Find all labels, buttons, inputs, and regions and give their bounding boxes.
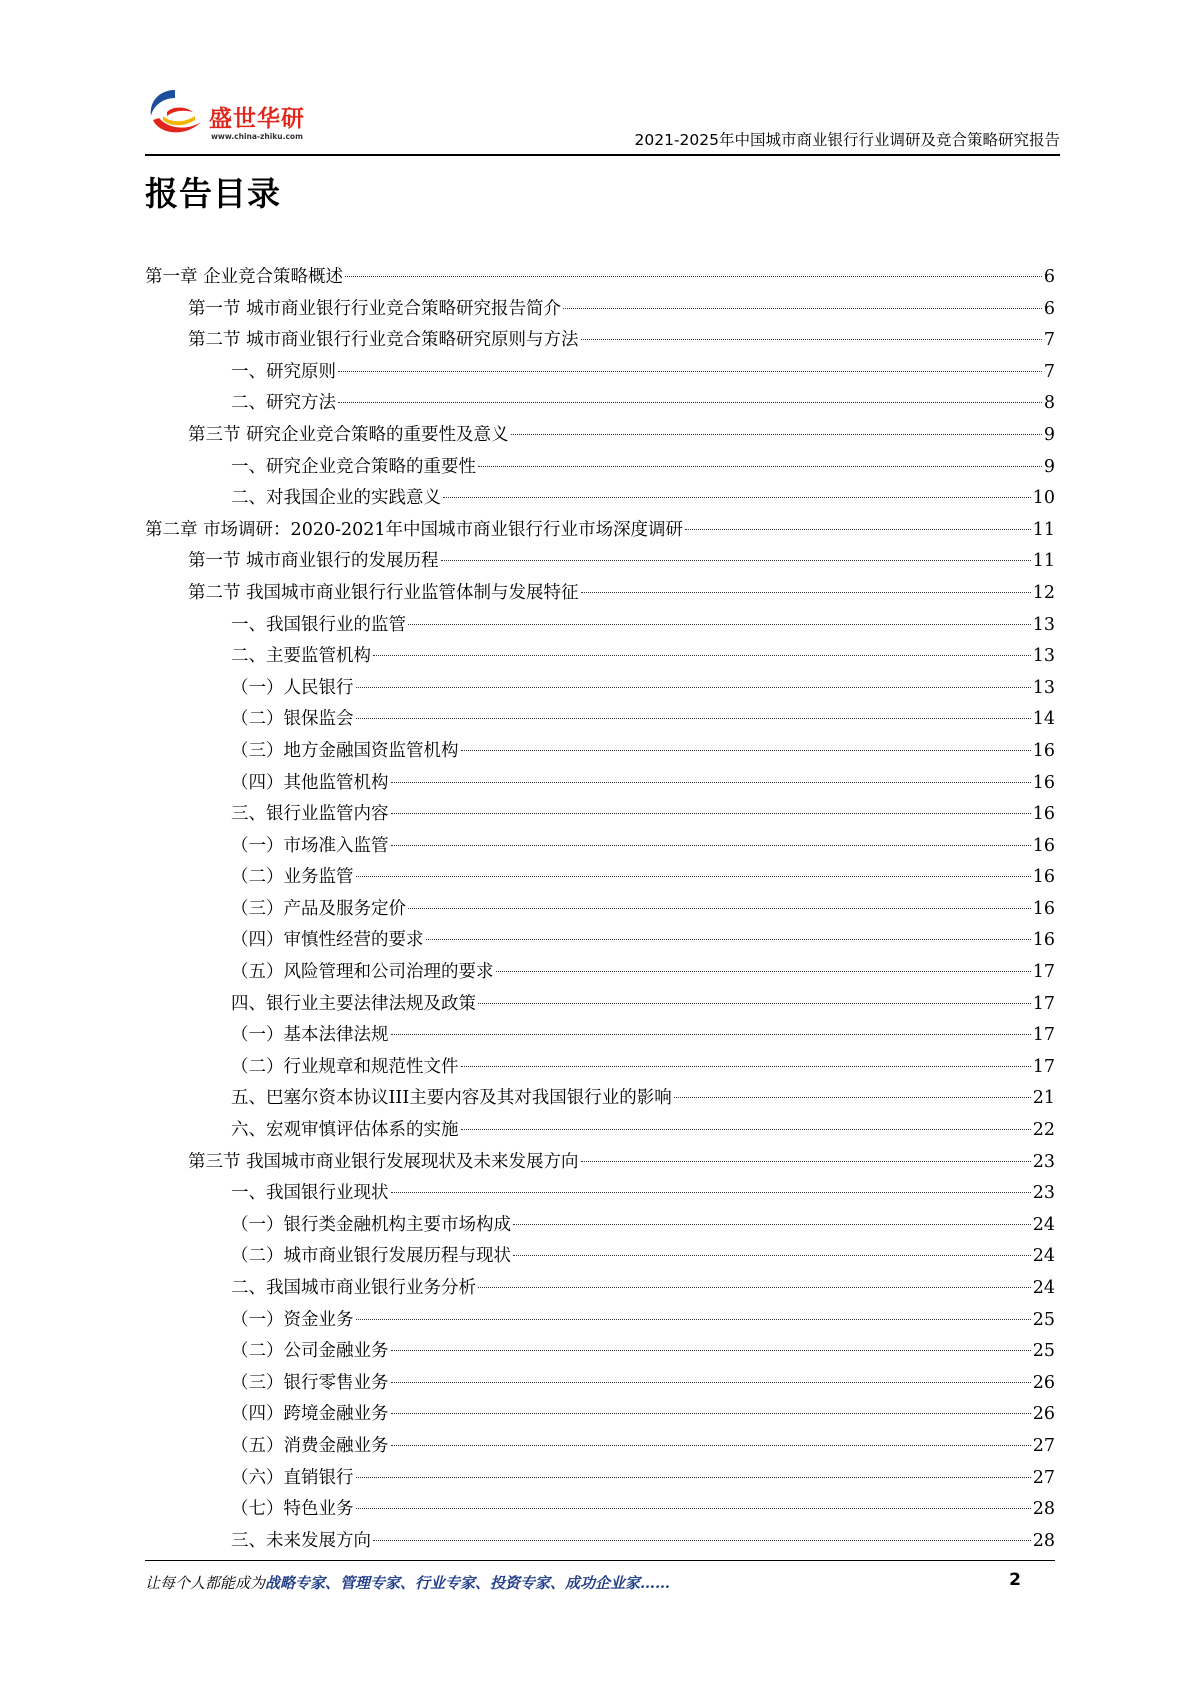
toc-entry-label: 二、研究方法 <box>231 393 336 414</box>
toc-entry-page: 10 <box>1032 488 1055 509</box>
toc-entry[interactable] <box>145 1494 1055 1526</box>
toc-entry-page: 27 <box>1032 1435 1055 1456</box>
toc-leader-dots <box>674 1097 1031 1098</box>
logo-name: 盛世华研 <box>209 106 305 132</box>
toc-entry-page: 13 <box>1032 646 1055 667</box>
toc-leader-dots <box>391 813 1031 814</box>
toc-entry[interactable] <box>145 420 1055 452</box>
toc-leader-dots <box>513 1255 1031 1256</box>
toc-entry-label: （二）行业规章和规范性文件 <box>231 1056 459 1077</box>
toc-leader-dots <box>408 908 1031 909</box>
toc-entry[interactable] <box>145 1336 1055 1368</box>
toc-leader-dots <box>563 308 1042 309</box>
toc-entry-label: 五、巴塞尔资本协议III主要内容及其对我国银行业的影响 <box>231 1088 672 1109</box>
toc-entry[interactable] <box>145 1083 1055 1115</box>
toc-leader-dots <box>338 402 1042 403</box>
toc-entry-page: 17 <box>1032 1056 1055 1077</box>
toc-entry-page: 28 <box>1032 1499 1055 1520</box>
toc-entry[interactable] <box>145 388 1055 420</box>
toc-entry-page: 16 <box>1032 804 1055 825</box>
toc-entry-page: 26 <box>1032 1372 1055 1393</box>
toc-entry-label: 三、银行业监管内容 <box>231 804 389 825</box>
toc-entry-label: 第一节 城市商业银行行业竞合策略研究报告简介 <box>188 298 562 319</box>
toc-entry-page: 7 <box>1043 330 1055 351</box>
toc-entry[interactable] <box>145 1178 1055 1210</box>
toc-entry-label: （三）银行零售业务 <box>231 1372 389 1393</box>
toc-entry-label: 第二节 城市商业银行行业竞合策略研究原则与方法 <box>188 330 579 351</box>
toc-leader-dots <box>373 655 1031 656</box>
toc-entry-page: 24 <box>1032 1246 1055 1267</box>
toc-entry[interactable] <box>145 704 1055 736</box>
toc-leader-dots <box>685 529 1031 530</box>
toc-leader-dots <box>356 1477 1031 1478</box>
toc-entry[interactable] <box>145 1431 1055 1463</box>
toc-leader-dots <box>581 592 1031 593</box>
toc-entry-label: （五）风险管理和公司治理的要求 <box>231 962 494 983</box>
toc-entry[interactable] <box>145 1052 1055 1084</box>
toc-entry-page: 8 <box>1043 393 1055 414</box>
toc-entry[interactable] <box>145 294 1055 326</box>
toc-entry[interactable] <box>145 1399 1055 1431</box>
toc-entry-page: 28 <box>1032 1530 1055 1551</box>
toc-entry-page: 6 <box>1043 298 1055 319</box>
toc-entry-page: 24 <box>1032 1214 1055 1235</box>
toc-entry-label: 第二章 市场调研：2020-2021年中国城市商业银行行业市场深度调研 <box>145 519 684 540</box>
toc-entry[interactable] <box>145 1241 1055 1273</box>
toc-leader-dots <box>391 1350 1031 1351</box>
toc-entry[interactable] <box>145 357 1055 389</box>
toc-leader-dots <box>391 845 1031 846</box>
toc-entry-page: 17 <box>1032 962 1055 983</box>
toc-entry[interactable] <box>145 1020 1055 1052</box>
footer-divider <box>145 1560 1055 1561</box>
toc-entry-page: 27 <box>1032 1467 1055 1488</box>
toc-leader-dots <box>441 560 1031 561</box>
toc-entry-label: 第二节 我国城市商业银行行业监管体制与发展特征 <box>188 582 579 603</box>
toc-entry[interactable] <box>145 736 1055 768</box>
toc-entry-label: 二、主要监管机构 <box>231 646 371 667</box>
toc-leader-dots <box>443 497 1031 498</box>
toc-entry-label: （三）地方金融国资监管机构 <box>231 740 459 761</box>
toc-leader-dots <box>356 687 1031 688</box>
toc-entry-label: 一、研究企业竞合策略的重要性 <box>231 456 476 477</box>
toc-entry-page: 25 <box>1032 1341 1055 1362</box>
toc-entry-label: 三、未来发展方向 <box>231 1530 371 1551</box>
toc-entry[interactable] <box>145 768 1055 800</box>
toc-entry[interactable] <box>145 483 1055 515</box>
page-title: 报告目录 <box>145 174 281 213</box>
toc-entry-page: 6 <box>1043 267 1055 287</box>
toc-entry-page: 16 <box>1032 835 1055 856</box>
toc-entry[interactable] <box>145 1115 1055 1147</box>
toc-entry-page: 23 <box>1032 1183 1055 1204</box>
toc-entry-label: 第三节 研究企业竞合策略的重要性及意义 <box>188 424 509 445</box>
toc-leader-dots <box>356 718 1031 719</box>
toc-entry[interactable] <box>145 1463 1055 1495</box>
toc-entry-label: 第一节 城市商业银行的发展历程 <box>188 551 439 572</box>
toc-entry-page: 13 <box>1032 614 1055 635</box>
logo-emblem-icon <box>145 86 209 142</box>
toc-entry-page: 16 <box>1032 898 1055 919</box>
toc-entry[interactable] <box>145 957 1055 989</box>
toc-entry-label: 第一章 企业竞合策略概述 <box>145 267 344 287</box>
toc-entry-page: 22 <box>1032 1120 1055 1141</box>
toc-entry-label: （二）城市商业银行发展历程与现状 <box>231 1246 511 1267</box>
toc-leader-dots <box>345 276 1042 277</box>
toc-entry-label: （七）特色业务 <box>231 1499 354 1520</box>
toc-entry-page: 16 <box>1032 740 1055 761</box>
toc-entry[interactable] <box>145 325 1055 357</box>
footer-slogan-prefix: 让每个人都能成为 <box>145 1574 266 1592</box>
toc-entry-label: 四、银行业主要法律法规及政策 <box>231 993 476 1014</box>
toc-entry-label: （四）跨境金融业务 <box>231 1404 389 1425</box>
footer-slogan <box>145 1572 670 1593</box>
toc-leader-dots <box>408 624 1031 625</box>
toc-entry[interactable] <box>145 1273 1055 1305</box>
toc-leader-dots <box>391 1034 1031 1035</box>
document-title: 2021-2025年中国城市商业银行行业调研及竞合策略研究报告 <box>634 131 1060 149</box>
toc-entry[interactable] <box>145 641 1055 673</box>
toc-entry-page: 13 <box>1032 677 1055 698</box>
toc-entry[interactable] <box>145 831 1055 863</box>
toc-entry-page: 7 <box>1043 361 1055 382</box>
toc-leader-dots <box>426 939 1031 940</box>
toc-entry-page: 14 <box>1032 709 1055 730</box>
toc-entry-label: 第三节 我国城市商业银行发展现状及未来发展方向 <box>188 1151 579 1172</box>
toc-entry[interactable] <box>145 1305 1055 1337</box>
toc-entry-label: 二、我国城市商业银行业务分析 <box>231 1278 476 1298</box>
toc-entry[interactable] <box>145 894 1055 926</box>
toc-entry[interactable] <box>145 578 1055 610</box>
toc-leader-dots <box>511 434 1042 435</box>
toc-entry-label: 一、我国银行业的监管 <box>231 614 406 635</box>
toc-entry[interactable] <box>145 925 1055 957</box>
page-number: 2 <box>1009 1570 1021 1590</box>
toc-entry-label: 六、宏观审慎评估体系的实施 <box>231 1120 459 1141</box>
toc-entry-page: 21 <box>1032 1088 1055 1109</box>
toc-leader-dots <box>391 1382 1031 1383</box>
toc-entry-page: 9 <box>1043 456 1055 477</box>
toc-entry-label: （二）公司金融业务 <box>231 1341 389 1362</box>
header-divider <box>145 154 1060 156</box>
toc-leader-dots <box>581 1161 1031 1162</box>
toc-entry-page: 16 <box>1032 930 1055 951</box>
toc-entry[interactable] <box>145 1147 1055 1179</box>
toc-entry-label: （六）直销银行 <box>231 1467 354 1488</box>
toc-entry-label: （四）审慎性经营的要求 <box>231 930 424 951</box>
toc-entry[interactable] <box>145 515 1055 547</box>
toc-entry-page: 16 <box>1032 772 1055 793</box>
toc-leader-dots <box>373 1540 1031 1541</box>
toc-leader-dots <box>338 371 1042 372</box>
table-of-contents <box>145 262 1055 1557</box>
logo-url: www.china-zhiku.com <box>211 132 303 141</box>
toc-entry[interactable] <box>145 673 1055 705</box>
toc-leader-dots <box>581 339 1042 340</box>
toc-entry-label: 二、对我国企业的实践意义 <box>231 488 441 509</box>
toc-entry-page: 17 <box>1032 1025 1055 1046</box>
toc-leader-dots <box>478 1287 1031 1288</box>
toc-entry-label: 一、我国银行业现状 <box>231 1183 389 1204</box>
toc-leader-dots <box>356 1319 1031 1320</box>
toc-entry[interactable] <box>145 546 1055 578</box>
toc-entry[interactable] <box>145 452 1055 484</box>
toc-leader-dots <box>461 1129 1031 1130</box>
toc-entry[interactable] <box>145 1368 1055 1400</box>
toc-entry[interactable] <box>145 989 1055 1021</box>
toc-entry-page: 16 <box>1032 867 1055 888</box>
toc-leader-dots <box>513 1224 1031 1225</box>
toc-entry-page: 9 <box>1043 424 1055 445</box>
toc-entry-label: 一、研究原则 <box>231 361 336 382</box>
toc-entry-page: 24 <box>1032 1278 1055 1298</box>
page-header <box>145 82 1060 158</box>
toc-entry[interactable] <box>145 1210 1055 1242</box>
toc-entry[interactable] <box>145 862 1055 894</box>
footer-slogan-highlight: 战略专家、管理专家、行业专家、投资专家、成功企业家…… <box>265 1574 671 1592</box>
toc-leader-dots <box>391 1413 1031 1414</box>
toc-entry[interactable] <box>145 1526 1055 1558</box>
toc-entry[interactable] <box>145 262 1055 294</box>
toc-leader-dots <box>478 466 1042 467</box>
toc-entry-page: 11 <box>1032 551 1055 572</box>
toc-entry-label: （一）市场准入监管 <box>231 835 389 856</box>
toc-entry-label: （一）资金业务 <box>231 1309 354 1330</box>
toc-leader-dots <box>391 1445 1031 1446</box>
toc-entry[interactable] <box>145 610 1055 642</box>
toc-entry-page: 17 <box>1032 993 1055 1014</box>
toc-leader-dots <box>461 1066 1031 1067</box>
toc-entry-page: 26 <box>1032 1404 1055 1425</box>
toc-entry-label: （二）银保监会 <box>231 709 354 730</box>
toc-entry-label: （一）基本法律法规 <box>231 1025 389 1046</box>
toc-entry-label: （三）产品及服务定价 <box>231 898 406 919</box>
toc-entry-page: 11 <box>1032 519 1055 540</box>
toc-entry[interactable] <box>145 799 1055 831</box>
toc-entry-page: 23 <box>1032 1151 1055 1172</box>
toc-leader-dots <box>461 750 1031 751</box>
toc-entry-label: （一）人民银行 <box>231 677 354 698</box>
toc-entry-label: （一）银行类金融机构主要市场构成 <box>231 1214 511 1235</box>
toc-entry-label: （四）其他监管机构 <box>231 772 389 793</box>
toc-leader-dots <box>356 876 1031 877</box>
toc-leader-dots <box>478 1003 1031 1004</box>
toc-leader-dots <box>356 1508 1031 1509</box>
toc-entry-page: 12 <box>1032 582 1055 603</box>
toc-leader-dots <box>496 971 1031 972</box>
toc-entry-label: （五）消费金融业务 <box>231 1435 389 1456</box>
toc-leader-dots <box>391 782 1031 783</box>
toc-leader-dots <box>391 1192 1031 1193</box>
toc-entry-page: 25 <box>1032 1309 1055 1330</box>
company-logo <box>145 82 315 144</box>
toc-entry-label: （二）业务监管 <box>231 867 354 888</box>
